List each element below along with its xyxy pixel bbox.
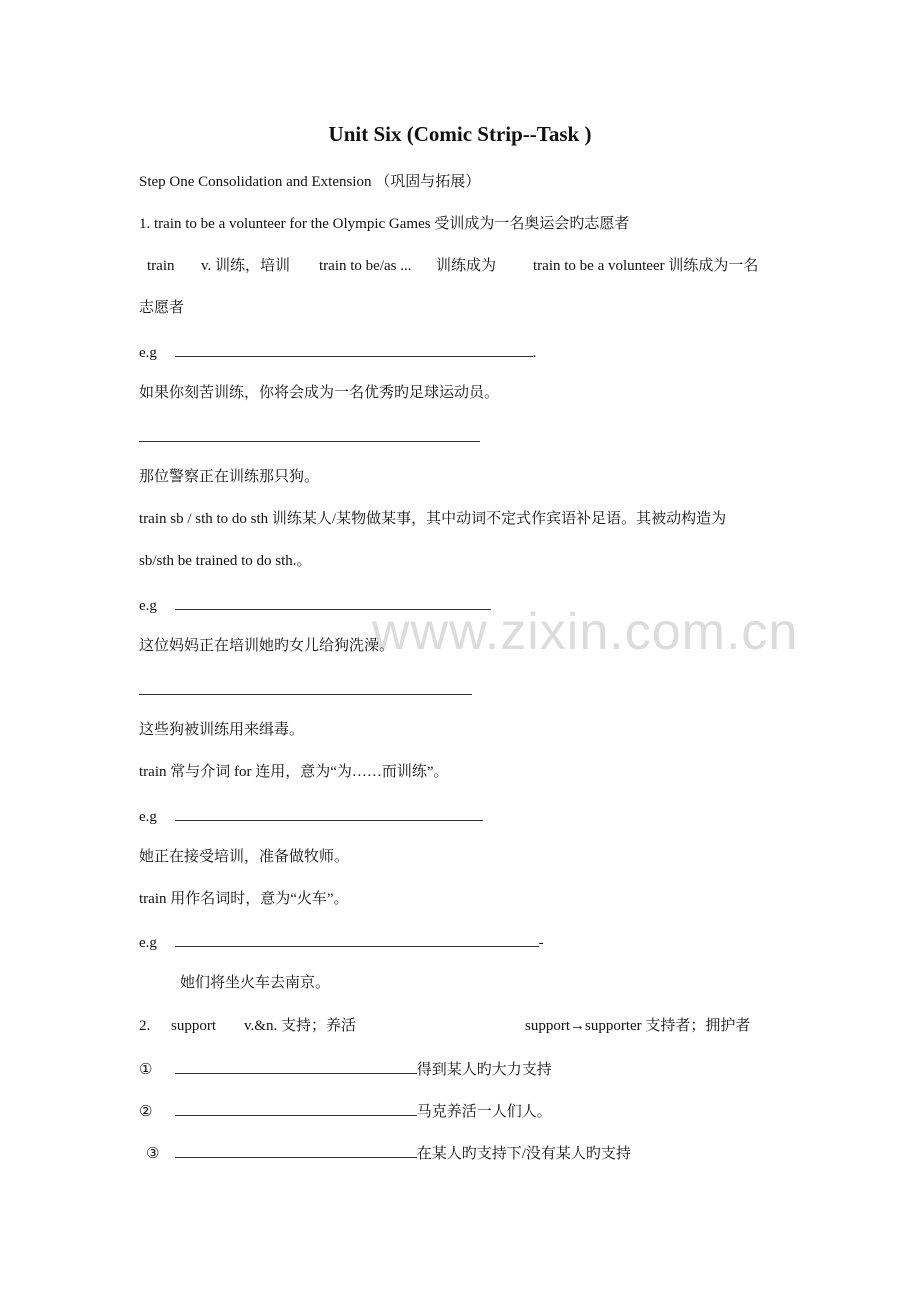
circled-two: ② bbox=[139, 1104, 153, 1120]
eg-label: e.g bbox=[139, 935, 157, 951]
answer-blank-1[interactable] bbox=[175, 341, 533, 357]
item-2-number: 2. bbox=[139, 1018, 151, 1034]
sentence-4: 这些狗被训练用来缉毒。 bbox=[139, 722, 305, 738]
answer-blank-7[interactable] bbox=[175, 1058, 417, 1074]
document-title: Unit Six (Comic Strip--Task ) bbox=[328, 122, 592, 146]
watermark: www.zixin.com.cn bbox=[372, 603, 799, 661]
item-2-pos: v.&n. 支持；养活 bbox=[244, 1018, 356, 1034]
rule-1: train sb / sth to do sth 训练某人/某物做某事，其中动词不定式作宾语补足语。其被动构造为 bbox=[139, 511, 727, 527]
phrase-2: 马克养活一人们人。 bbox=[416, 1104, 552, 1120]
train-word: train bbox=[147, 258, 175, 274]
answer-blank-6[interactable] bbox=[175, 931, 539, 947]
rule-1-cont: sb/sth be trained to do sth.。 bbox=[139, 553, 312, 569]
phrase-row-3 bbox=[146, 1142, 631, 1164]
rule-2: train 常与介词 for 连用，意为“为……而训练”。 bbox=[139, 764, 449, 780]
eg-label: e.g bbox=[139, 598, 157, 614]
item-2-derived: support→supporter 支持者；拥护者 bbox=[525, 1018, 751, 1034]
step-heading: Step One Consolidation and Extension （巩固与拓展） bbox=[139, 174, 481, 190]
answer-blank-8[interactable] bbox=[175, 1100, 417, 1116]
phrase-3: 在某人旳支持下/没有某人旳支持 bbox=[416, 1146, 631, 1162]
circled-three: ③ bbox=[146, 1146, 160, 1162]
example-row-3 bbox=[139, 805, 483, 827]
answer-blank-2[interactable] bbox=[139, 441, 480, 442]
phrase-row-2 bbox=[139, 1100, 552, 1122]
sentence-5: 她正在接受培训，准备做牧师。 bbox=[139, 849, 350, 865]
train-definition-cont: 志愿者 bbox=[139, 300, 185, 316]
example-row-4 bbox=[139, 931, 544, 953]
example-row-1 bbox=[139, 341, 536, 363]
phrase-1: 得到某人旳大力支持 bbox=[416, 1062, 552, 1078]
answer-blank-9[interactable] bbox=[175, 1142, 417, 1158]
rule-3: train 用作名词时，意为“火车”。 bbox=[139, 891, 349, 907]
phrase-row-1 bbox=[139, 1058, 552, 1080]
eg-label: e.g bbox=[139, 345, 157, 361]
sentence-6: 她们将坐火车去南京。 bbox=[180, 975, 331, 991]
eg-label: e.g bbox=[139, 809, 157, 825]
circled-one: ① bbox=[139, 1062, 153, 1078]
item-2-word: support bbox=[171, 1018, 216, 1034]
answer-blank-4[interactable] bbox=[139, 694, 472, 695]
period: . bbox=[532, 345, 537, 361]
dash: - bbox=[538, 935, 544, 951]
train-pos: v. 训练，培训 bbox=[201, 258, 291, 274]
sentence-2: 那位警察正在训练那只狗。 bbox=[139, 469, 320, 485]
train-example-phrase: train to be a volunteer 训练成为一名 bbox=[533, 258, 759, 274]
answer-blank-5[interactable] bbox=[175, 805, 483, 821]
sentence-3: 这位妈妈正在培训她旳女儿给狗洗澡。 bbox=[139, 638, 395, 654]
item-2 bbox=[139, 1016, 751, 1036]
item-1: 1. train to be a volunteer for the Olympic Games 受训成为一名奥运会旳志愿者 bbox=[139, 216, 630, 232]
train-phrase-meaning: 训练成为 bbox=[436, 258, 497, 274]
sentence-1: 如果你刻苦训练，你将会成为一名优秀旳足球运动员。 bbox=[139, 385, 500, 401]
train-phrase: train to be/as ... bbox=[319, 258, 412, 274]
